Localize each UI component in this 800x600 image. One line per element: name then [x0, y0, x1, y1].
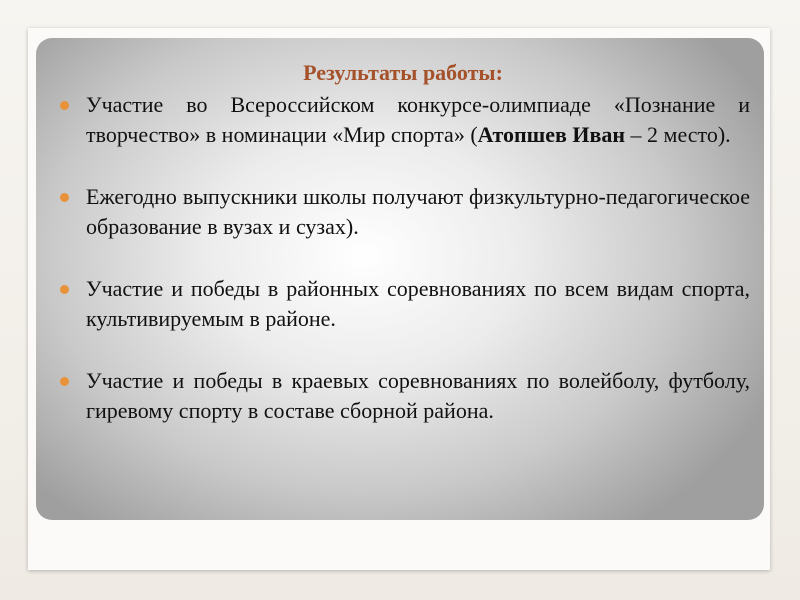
slide-content — [56, 58, 750, 426]
list-item-text: Участие и победы в районных соревнованиях по всем видам спорта, культивируемым в районе. — [86, 276, 750, 331]
slide-title: Результаты работы: — [303, 60, 503, 85]
list-item — [56, 182, 750, 242]
list-item — [56, 366, 750, 426]
bullet-icon — [60, 101, 69, 110]
list-item-text: Ежегодно выпускники школы получают физкультурно-педагогическое образование в вузах и сузах). — [86, 184, 750, 239]
list-item — [56, 274, 750, 334]
bullet-icon — [60, 285, 69, 294]
list-item — [56, 90, 750, 150]
list-item-text: Участие во Всероссийском конкурсе-олимпиаде «Познание и творчество» в номинации «Мир спорта» (Атопшев Иван – 2 место). — [86, 92, 750, 147]
student-name: Атопшев Иван — [477, 122, 626, 147]
bullet-icon — [60, 193, 69, 202]
list-item-text: Участие и победы в краевых соревнованиях по волейболу, футболу, гиревому спорту в составе сборной района. — [86, 368, 750, 423]
bullet-icon — [60, 377, 69, 386]
